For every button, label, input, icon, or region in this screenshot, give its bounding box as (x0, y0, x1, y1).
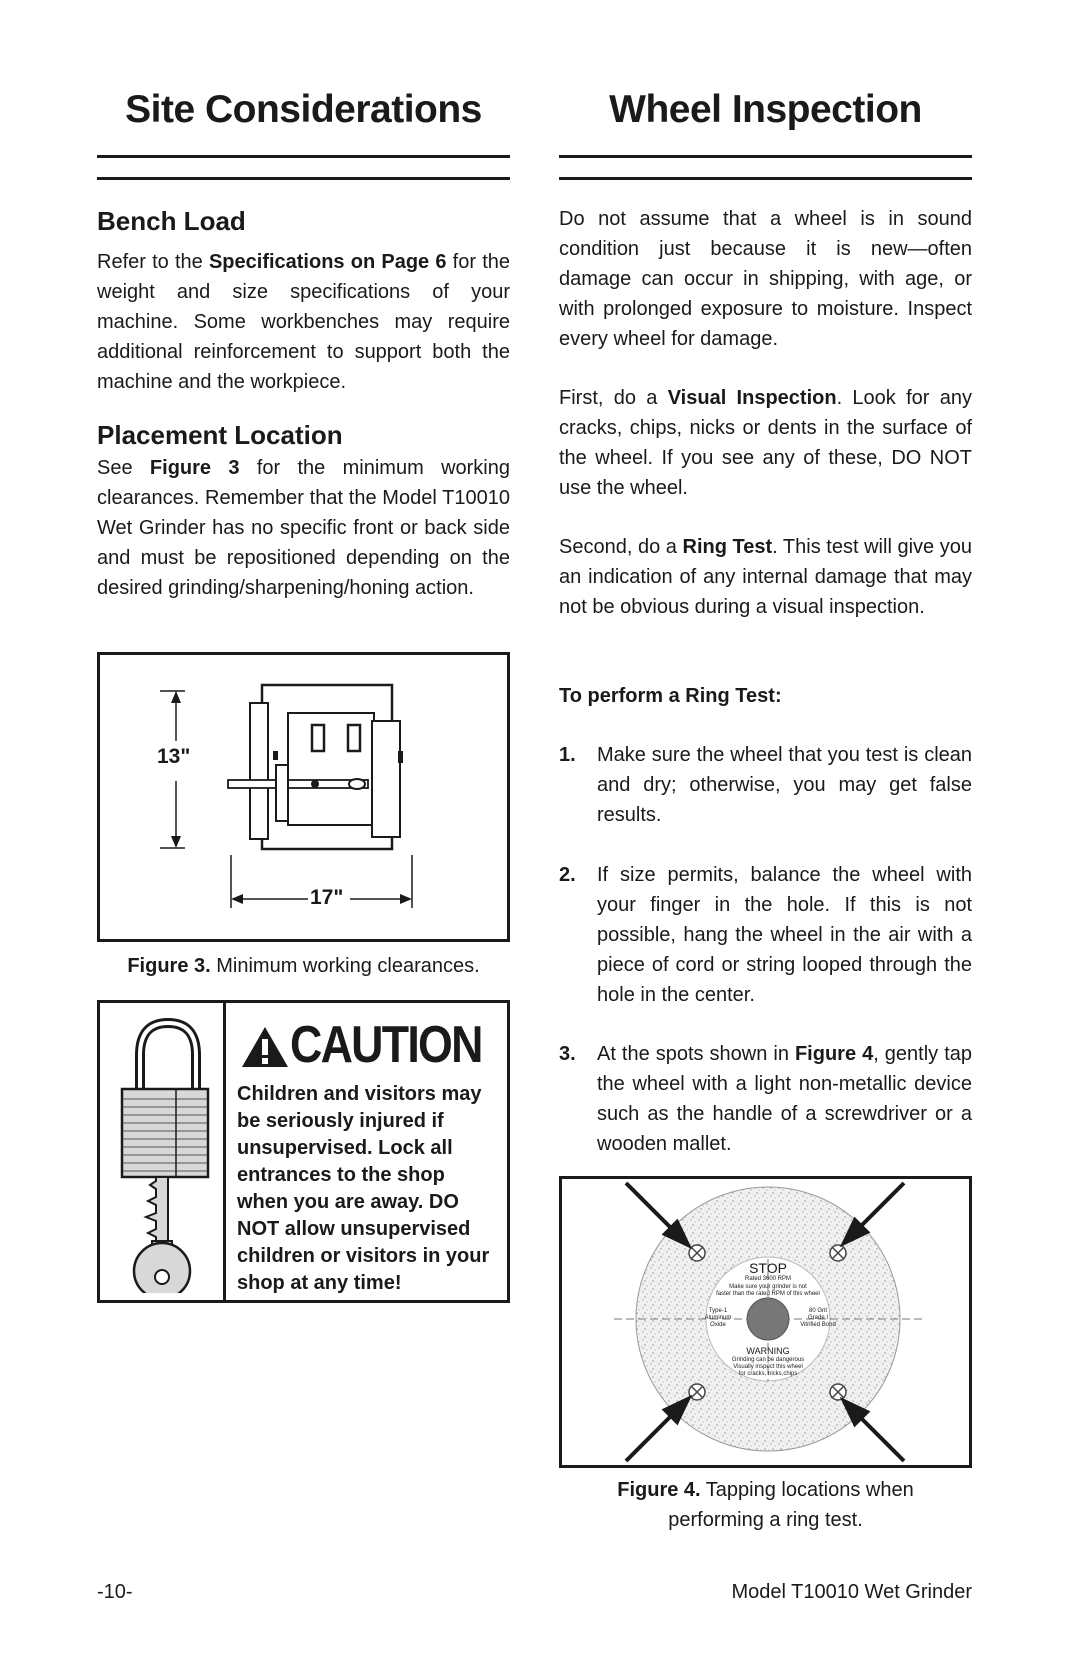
grinding-wheel-drawing (562, 1179, 969, 1465)
wheel-warning-line-3: for cracks, nicks,chips (738, 1371, 798, 1377)
step-1: 1. Make sure the wheel that you test is clean and dry; otherwise, you may get false results. (559, 744, 972, 826)
wheel-grit-line-1: 80 Grit (808, 1308, 827, 1314)
wheel-warning-line-1: Grinding can be dangerous (731, 1357, 805, 1363)
figure3-caption: Figure 3. Minimum working clearances. (127, 955, 480, 977)
width-dimension-label: 17" (310, 886, 344, 909)
wheel-stop-label: STOP (749, 1260, 787, 1276)
wheel-type-line-3: Oxide (710, 1322, 726, 1328)
page-number: -10- (97, 1581, 133, 1603)
bench-load-heading: Bench Load (97, 206, 246, 236)
left-title-rule-bottom (97, 177, 510, 180)
figure3-clearance-diagram (97, 652, 510, 942)
bench-load-paragraph: Refer to the Specifications on Page 6 for the weight and size specifications of your machine. Some workbenches may require additional reinforcement to support both the machine and the workpiece. (97, 251, 511, 393)
wheel-rated-label: Rated 3600 RPM (744, 1276, 792, 1282)
wheel-type-line-2: Aluminum (704, 1315, 732, 1321)
wheel-make-sure-line-1: Make sure your grinder is not (729, 1284, 807, 1290)
wheel-warning-line-2: Visually inspect this wheel (733, 1364, 803, 1370)
figure4-caption: Figure 4. Tapping locations when performing a ring test. (617, 1479, 914, 1531)
warning-triangle-icon (240, 1025, 290, 1069)
wheel-grit-line-2: Grade I (807, 1315, 828, 1321)
step-2: 2. If size permits, balance the wheel with your finger in the hole. If this is not possible, hang the wheel in the air with a piece of cord or string looped through the hole in the center. (559, 864, 972, 1006)
right-title-rule-bottom (559, 177, 972, 180)
figure4-tapping-diagram (559, 1176, 972, 1468)
height-dimension-label: 13" (157, 745, 191, 768)
wheel-intro-paragraph: Do not assume that a wheel is in sound condition just because it is new—often damage can occur in shipping, with age, or with prolonged exposure to moisture. Inspect every wheel for damage. (559, 208, 972, 350)
placement-paragraph: See Figure 3 for the minimum working clearances. Remember that the Model T10010 Wet Grinder has no specific front or back side and must be repositioned depending on the desired grinding/sharpening/honing action. (97, 457, 510, 599)
site-considerations-title: Site Considerations (125, 88, 482, 131)
wheel-type-line-1: Type-1 (708, 1308, 728, 1314)
wheel-warning-label: WARNING (746, 1346, 790, 1356)
ring-test-paragraph: Second, do a Ring Test. This test will give you an indication of any internal damage that may not be obvious during a visual inspection. (559, 536, 972, 618)
caution-message: Children and visitors may be seriously injured if unsupervised. Lock all entrances to the shop when you are away. DO NOT allow unsupervised children or visitors in your shop at any time! (237, 1083, 490, 1294)
model-footer: Model T10010 Wet Grinder (731, 1581, 972, 1603)
specifications-reference: Specifications on Page 6 (208, 251, 447, 273)
wheel-grit-line-3: Vitrified Bond (800, 1322, 836, 1328)
ring-test-steps-heading: To perform a Ring Test: (559, 685, 782, 707)
right-title-rule-top (559, 155, 972, 158)
caution-divider (223, 1003, 226, 1300)
step-3: 3. At the spots shown in Figure 4, gently tap the wheel with a light non-metallic device such as the handle of a screwdriver or a wooden mallet. (559, 1043, 972, 1155)
caution-box (97, 1000, 510, 1303)
wheel-make-sure-line-2: faster than the rated RPM of this wheel (716, 1291, 820, 1297)
caution-heading: CAUTION (290, 1016, 482, 1074)
placement-location-heading: Placement Location (97, 420, 343, 450)
figure3-reference: Figure 3 (149, 457, 240, 479)
visual-inspection-paragraph: First, do a Visual Inspection. Look for any cracks, chips, nicks or dents in the surface of the wheel. If you see any of these, DO NOT use the wheel. (559, 387, 972, 499)
key-icon (128, 1175, 198, 1293)
left-title-rule-top (97, 155, 510, 158)
grinder-top-view-drawing (100, 655, 507, 939)
wheel-inspection-title: Wheel Inspection (609, 88, 922, 131)
